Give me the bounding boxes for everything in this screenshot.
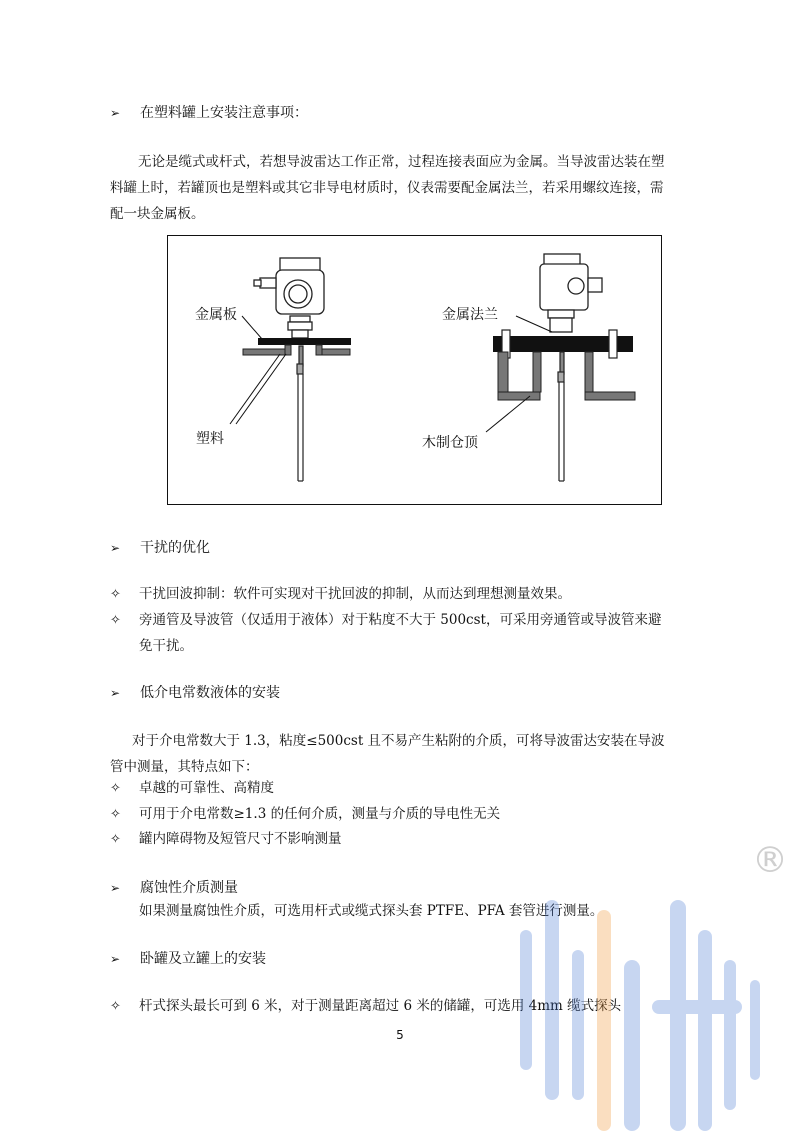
heading-text: 卧罐及立罐上的安装 [140, 951, 266, 967]
diamond-bullet-icon: ✧ [110, 832, 121, 847]
list-item [110, 801, 695, 828]
section-heading-plastic-tank [110, 102, 308, 122]
list-item-text: 杆式探头最长可到 6 米，对于测量距离超过 6 米的储罐，可选用 4mm 缆式探头 [139, 998, 622, 1014]
heading-text: 腐蚀性介质测量 [140, 880, 238, 896]
section-heading-interference [110, 537, 210, 557]
metal-plate-shape [258, 338, 351, 345]
leader-line-plastic-a [230, 354, 280, 424]
corrosive-text: 如果测量腐蚀性介质，可选用杆式或缆式探头套 PTFE、PFA 套管进行测量。 [139, 903, 604, 919]
left-probe-rod [297, 346, 303, 481]
page-number: 5 [396, 1028, 404, 1042]
section-heading-corrosive [110, 877, 238, 897]
leader-line-wood-roof [486, 396, 530, 432]
paragraph-line: 对于介电常数大于 1.3，粘度≤500cst 且不易产生粘附的介质，可将导波雷达安装在导波 [132, 733, 665, 749]
registered-trademark-mark: ® [752, 840, 788, 881]
arrow-bullet-icon: ➢ [110, 686, 121, 700]
paragraph-line: 管中测量，其特点如下： [110, 759, 259, 775]
list-item [110, 607, 695, 634]
right-radar-instrument [540, 254, 602, 332]
paragraph-low-dielectric [110, 728, 695, 780]
left-radar-instrument [254, 258, 324, 338]
list-item [110, 581, 695, 608]
watermark-bars-icon [500, 840, 800, 1131]
wood-tank-roof [498, 352, 635, 400]
diamond-bullet-icon: ✧ [110, 613, 121, 628]
list-item-text: 罐内障碍物及短管尺寸不影响测量 [139, 831, 342, 847]
arrow-bullet-icon: ➢ [110, 541, 121, 555]
diamond-bullet-icon: ✧ [110, 587, 121, 602]
paragraph-line: 料罐上时，若罐顶也是塑料或其它非导电材质时，仪表需要配金属法兰，若采用螺纹连接，需 [110, 180, 664, 196]
watermark-logo [500, 840, 800, 1131]
paragraph-plastic-tank [110, 149, 695, 227]
list-item [110, 775, 695, 802]
diamond-bullet-icon: ✧ [110, 807, 121, 822]
leader-line-plastic-b [236, 354, 286, 424]
list-item-text: 卓越的可靠性、高精度 [139, 780, 274, 796]
label-plastic: 塑料 [196, 431, 224, 447]
diamond-bullet-icon: ✧ [110, 999, 121, 1014]
list-item-text: 干扰回波抑制：软件可实现对干扰回波的抑制，从而达到理想测量效果。 [139, 586, 571, 602]
plastic-tank-wall [243, 345, 350, 355]
arrow-bullet-icon: ➢ [110, 881, 121, 895]
leader-line-metal-flange [516, 316, 552, 332]
heading-text: 低介电常数液体的安装 [140, 685, 280, 701]
section-heading-tank-install [110, 948, 266, 968]
label-metal-plate: 金属板 [195, 307, 237, 323]
heading-text: 在塑料罐上安装注意事项： [140, 105, 308, 121]
arrow-bullet-icon: ➢ [110, 952, 121, 966]
right-probe-rod [558, 352, 564, 481]
leader-line-metal-plate [242, 316, 262, 339]
installation-diagram-drawing [168, 236, 663, 506]
list-item-continuation: 免干扰。 [139, 638, 193, 654]
section-heading-low-dielectric [110, 682, 280, 702]
heading-text: 干扰的优化 [140, 540, 210, 556]
installation-diagram [167, 235, 662, 505]
list-item-text: 旁通管及导波管（仅适用于液体）对于粘度不大于 500cst，可采用旁通管或导波管来避 [139, 612, 662, 628]
paragraph-line: 配一块金属板。 [110, 206, 205, 222]
label-metal-flange: 金属法兰 [442, 307, 498, 323]
arrow-bullet-icon: ➢ [110, 106, 121, 120]
label-wood-roof: 木制仓顶 [422, 435, 478, 451]
diamond-bullet-icon: ✧ [110, 781, 121, 796]
paragraph-line: 无论是缆式或杆式，若想导波雷达工作正常，过程连接表面应为金属。当导波雷达装在塑 [138, 154, 665, 170]
list-item-text: 可用于介电常数≥1.3 的任何介质，测量与介质的导电性无关 [139, 806, 501, 822]
